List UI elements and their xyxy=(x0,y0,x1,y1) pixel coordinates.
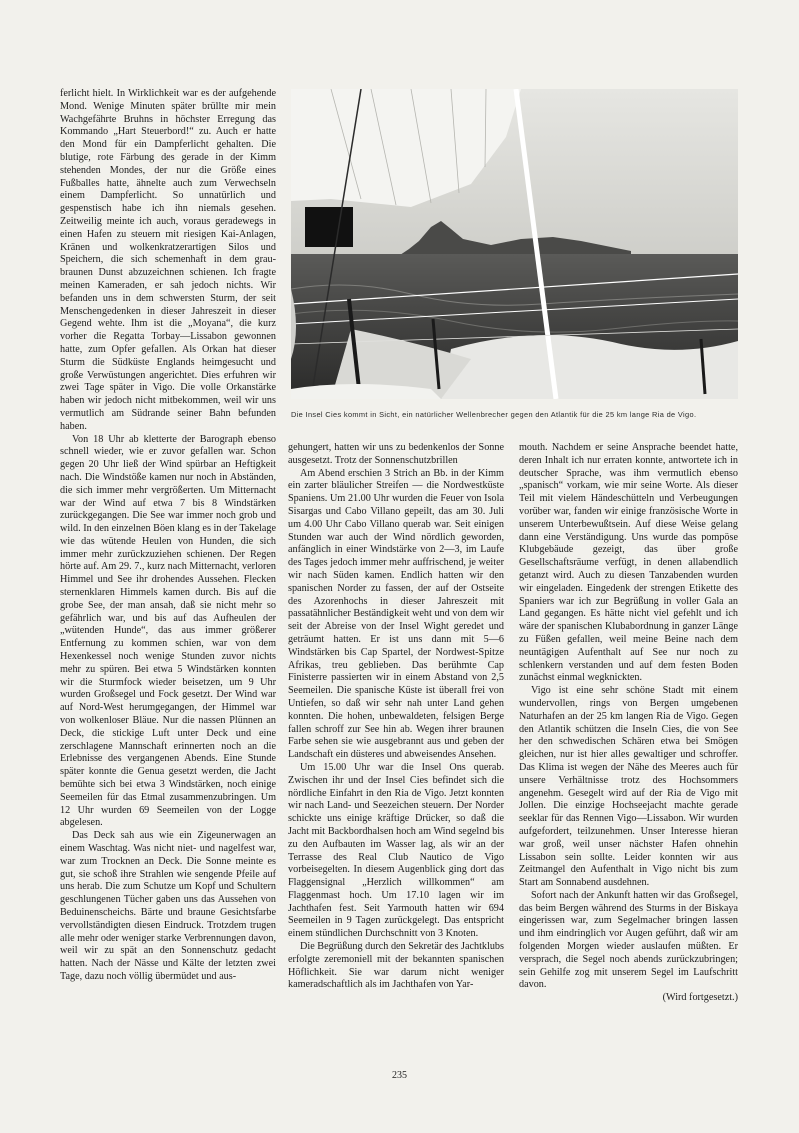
photo-caption: Die Insel Cies kommt in Sicht, ein natürlicher Wellenbrecher gegen den Atlantik für die 25 km lange Ria de Vigo. xyxy=(291,410,697,419)
paragraph: ferlicht hielt. In Wirklichkeit war es der aufgehende Mond. Wenige Minuten später brüllte mir mein Wachgefährte Bruhns in höchster Erregung das Kommando „Hart Steuerbord!“ zu. Auch er hatte den Mond für ein Dampferlicht gehalten. Die blutige, rote Färbung des gerade in der Kimm stehenden Mondes, der nur die Größe eines Fußballes hatte, ähnelte auch zum Verwechseln einem Dampferlicht. So unnatürlich und gespenstisch habe ich ihn niemals gesehen. Zeitweilig meinte ich auch, voraus geradewegs in einen Hafen zu steuern mit riesigen Kai-Anlagen, Kränen und wolkenkratzerartigen Silos und Speichern, die sich schemenhaft in dem grau-braunen Dunst abzuzeichnen schienen. Ich fragte meinen Kameraden, er sah jedoch nichts. Wir befanden uns in dem schwersten Sturm, der seit Menschengedenken in dieser Jahreszeit in dieser Gegend wehte. Ihm ist die „Moyana“, die kurz vorher die Regatta Torbay—Lissabon gewonnen hatte, zum Opfer gefallen. Als Orkan hat dieser Sturm die Südküste Englands heimgesucht und große Verwüstungen angerichtet. Dies erfuhren wir zwei Tage später in Vigo. Die volle Orkanstärke haben wir jedoch nicht mitbekommen, weil wir uns vermutlich am Südrande seiner Bahn befunden haben. xyxy=(60,88,276,432)
paragraph: Von 18 Uhr ab kletterte der Barograph ebenso schnell wieder, wie er zuvor gefallen war. Schon gegen 20 Uhr ließ der Wind spürbar an Heftigkeit nach. Die Windstöße kamen nur noch in Abständen, die sich immer mehr vergrößerten. Um Mitternacht war der Wind auf etwa 7 bis 8 Windstärken zurückgegangen. Die See war immer noch grob und wild. In den einzelnen Böen klang es in der Takelage wie das wütende Heulen von Hunden, die sich immer mehr zurückzuziehen schienen. Der Regen hörte auf. Am 29. 7., kurz nach Mitternacht, verloren Himmel und See ihr drohendes Aussehen. Flecken sternenklaren Himmels kamen durch. Bis auf die grobe See, der man ansah, daß sie nicht mehr so gefährlich war, und bis auf das Aufheulen der „wütenden Hunde“, das aus immer größerer Entfernung zu kommen schien, war von dem Hexenkessel noch wenige Stunden zuvor nichts mehr zu spüren. Bei etwa 5 Windstärken konnten wir die Sturmfock wieder beisetzen, um 9 Uhr wurden Großsegel und Fock gesetzt. Der Wind war auf Nord-West herumgegangen, der Himmel war von wolkenloser Bläue. Nur die nassen Plünnen an Deck, die stickige Luft unter Deck und eine zerschlagene Mannschaft erinnerten noch an die Erlebnisse des vergangenen Abends. Eine Stunde später konnte die Genua gesetzt werden, die Jacht bemühte sich bei etwa 3 Windstärken, noch einige Seemeilen für das Etmal zusammenzubringen. Um 12 Uhr wurden 69 Seemeilen von der Logge abgelesen. xyxy=(60,433,276,829)
paragraph: Um 15.00 Uhr war die Insel Ons querab. Zwischen ihr und der Insel Cies befindet sich die nördliche Einfahrt in den Ria de Vigo. Jetzt konnten wir nach Land- und Seezeichen steuern. Der Norder schickte uns einige kräftige Drücker, so daß die Jacht mit Backbordhalsen hoch am Wind segelnd bis zu den Aufbauten im Wasser lag, als wir an der Terrasse des Real Club Nautico de Vigo vorbeisegelten. In diesem Augenblick ging dort das Flaggensignal „Herzlich willkommen“ am Flaggenmast hoch. Um 17.10 lagen wir im Jachthafen fest. Seit Yarmouth hatten wir 694 Seemeilen in 9 Tagen zurückgelegt. Das entspricht einem stündlichen Durchschnitt von 3 Knoten. xyxy=(288,761,504,940)
paragraph: Vigo ist eine sehr schöne Stadt mit einem wundervollen, rings von Bergen umgebenen Naturhafen an der 25 km langen Ria de Vigo. Gegen den Atlantik schützen die Inseln Cies, die von See her den schwedischen Schären etwa bei Smögen gleichen, nur ist hier alles gewaltiger und schroffer. Das Klima ist wegen der Nähe des Meeres auch für unsere Verhältnisse trotz des Hochsommers angenehm. Gesegelt wird auf der Ria de Vigo mit Jollen. Die einzige Hochseejacht machte gerade seeklar für das Rennen Vigo—Lissabon. Wir wurden aufgefordert, teilzunehmen. Unser Interesse hieran war groß, weil unser nächster Hafen ohnehin Lissabon sein sollte. Leider konnten wir aus Zeitmangel den Aufenthalt in Vigo nicht bis zum Start am Sonnabend ausdehnen. xyxy=(519,685,738,889)
paragraph: gehungert, hatten wir uns zu bedenkenlos der Sonne ausgesetzt. Trotz der Sonnenschutzbrillen xyxy=(288,442,504,466)
text-column-3 xyxy=(519,442,738,1062)
continuation-note: (Wird fortgesetzt.) xyxy=(662,992,738,1004)
paragraph: Die Begrüßung durch den Sekretär des Jachtklubs erfolgte zeremoniell mit der bekannten spanischen Höflichkeit. Sie war darum nicht weniger kameradschaftlich als im Jachthafen von Yar- xyxy=(288,941,504,991)
page-number: 235 xyxy=(392,1070,407,1081)
paragraph: Sofort nach der Ankunft hatten wir das Großsegel, das beim Bergen während des Sturms in der Biskaya eingerissen war, zum Segelmacher bringen lassen und ihm eindringlich vor Augen geführt, daß wir am folgenden Morgen wieder auslaufen müßten. Er versprach, die Segel noch abends zurückzubringen; sein Gehilfe zog mit unserem Segel im Laufschritt davon. xyxy=(519,889,738,991)
paragraph: mouth. Nachdem er seine Ansprache beendet hatte, deren Inhalt ich nur erraten konnte, antwortete ich in deutscher Sprache, was ihm vermutlich ebenso „spanisch“ vorkam, wie mir seine Worte. Als dieser Teil mit vielem Händeschütteln und Verbeugungen vorüber war, fanden wir einige französische Worte in unserem Unterbewußtsein. Auf diese Weise gelang dann eine Verständigung. Uns wurde das pompöse Klubgebäude gezeigt, das über große Gesellschaftsräume verfügt, in denen allabendlich getanzt wird. Auch zu diesen Tanzabenden wurden wir eingeladen. Eingedenk der strengen Etikette des Spaniers war ich zur Begrüßung in voller Gala an Land gegangen. Es hätte nicht viel gefehlt und ich wäre der spanischen Klubabordnung in ganzer Länge zu Füßen gefallen, weil meine Beine nach dem neuntägigen Aufenthalt auf See nur noch zu schlenkern verstanden und auf dem festen Boden zunächst einmal wegknickten. xyxy=(519,442,738,684)
text-column-2 xyxy=(288,442,504,1062)
sailing-photo xyxy=(291,89,738,399)
paragraph: Am Abend erschien 3 Strich an Bb. in der Kimm ein zarter bläulicher Streifen — die Nordwestküste Spaniens. Um 21.00 Uhr wurden die Feuer von Isola Sisargas und Cabo Villano gepeilt, das am 30. Juli um 4.00 Uhr Cabo Villano querab war. Seit einigen Stunden war auch der Wind nördlich geworden, anfänglich in einer Windstärke von 2—3, im Laufe des Tages jedoch immer mehr auffrischend, je weiter wir nach Süden kamen. Endlich hatten wir den spanischen Norder zu fassen, der auf der Ostseite des Azorenhochs in dieser Jahreszeit mit passatähnlicher Beständigkeit weht und von dem wir seit der Abreise von der Insel Wight geredet und geträumt hatten. Er ist uns dann mit 5—6 Windstärken bis Cap Spartel, der Nordwest-Spitze Afrikas, treu geblieben. Das berühmte Cap Finisterre passierten wir in einem Abstand von 2,5 Seemeilen. Die spanische Küste ist überall frei von Untiefen, so daß wir sehr nah unter Land gehen konnten. Die hohen, unbewaldeten, felsigen Berge fallen schroff zur See hin ab. Wegen ihrer braunen Farbe sehen sie wie ausgebrannt aus und geben der Landschaft ein düsteres und abweisendes Ansehen. xyxy=(288,467,504,761)
text-column-1 xyxy=(60,88,276,1100)
paragraph: Das Deck sah aus wie ein Zigeunerwagen an einem Waschtag. Was nicht niet- und nagelfest war, war zum Trocknen an Deck. Die Sonne meinte es gut, sie schoß ihre Strahlen wie sengende Pfeile auf uns herab. Die zum Schutze um Kopf und Schultern geschlungenen Tücher gaben uns das Aussehen von Beduinenscheichs. Bärte und braune Gesichtsfarbe vervollständigten diesen Eindruck. Trotzdem trugen alle mehr oder weniger starke Verbrennungen davon, weil wir zu spät an den Sonnenschutz gedacht hatten. Nach der Nässe und Kälte der letzten zwei Tage, dazu noch völlig übermüdet und aus- xyxy=(60,830,276,982)
